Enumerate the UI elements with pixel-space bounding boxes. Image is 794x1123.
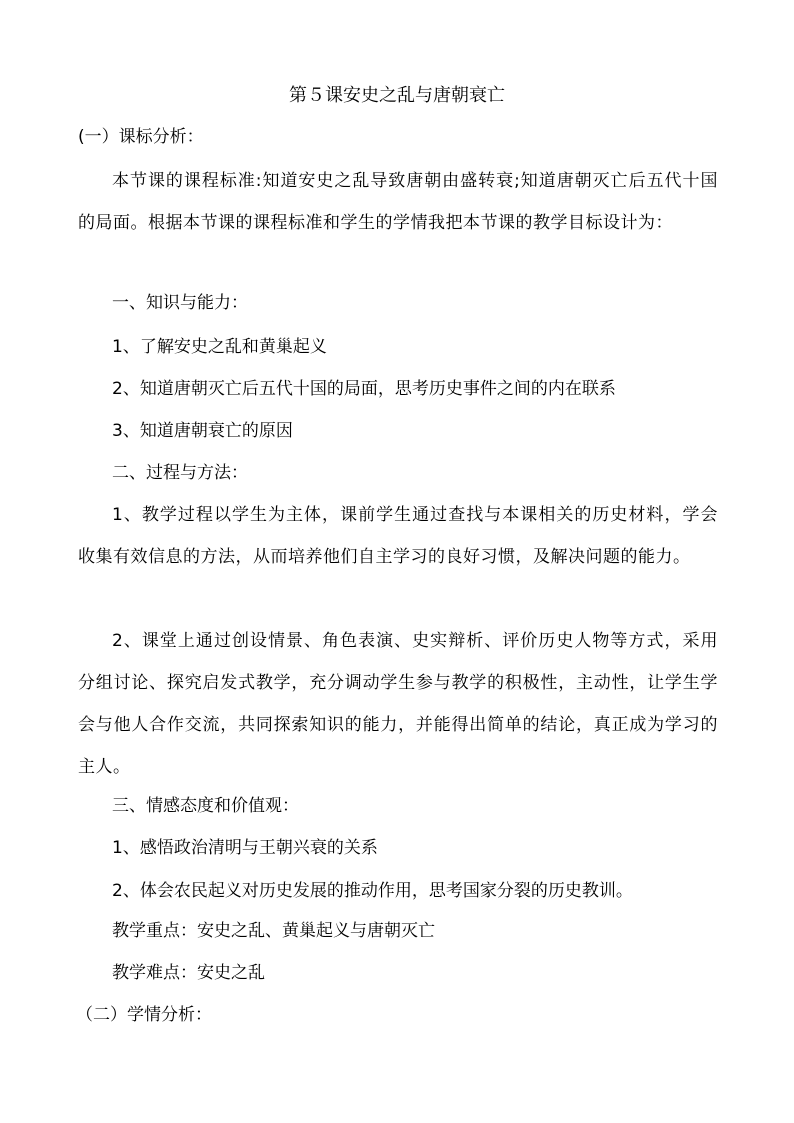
section-heading-curriculum-analysis: (一）课标分析： <box>78 127 204 147</box>
goal-item: 2、体会农民起义对历史发展的推动作用，思考国家分裂的历史教训。 <box>112 881 633 901</box>
teaching-key-point: 教学重点：安史之乱、黄巢起义与唐朝灭亡 <box>112 921 435 941</box>
goal-item-paragraph: 1、教学过程以学生为主体，课前学生通过查找与本课相关的历史材料，学会收集有效信息的方法，从而培养他们自主学习的良好习惯，及解决问题的能力。 <box>78 505 718 567</box>
goal-item: 1、感悟政治清明与王朝兴衰的关系 <box>112 838 378 858</box>
goal-item: 2、知道唐朝灭亡后五代十国的局面，思考历史事件之间的内在联系 <box>112 379 616 399</box>
goal-item: 3、知道唐朝衰亡的原因 <box>112 421 293 441</box>
goal-heading-knowledge: 一、知识与能力： <box>112 293 248 313</box>
goal-heading-process: 二、过程与方法： <box>112 463 248 483</box>
goal-item: 1、了解安史之乱和黄巢起义 <box>112 337 327 357</box>
page-title: 第５课安史之乱与唐朝衰亡 <box>289 85 505 106</box>
paragraph-curriculum-standard: 本节课的课程标准:知道安史之乱导致唐朝由盛转衰;知道唐朝灭亡后五代十国的局面。根据本节课的课程标准和学生的学情我把本节课的教学目标设计为： <box>78 171 718 233</box>
goal-heading-values: 三、情感态度和价值观： <box>112 796 299 816</box>
goal-item-paragraph: 2、课堂上通过创设情景、角色表演、史实辩析、评价历史人物等方式，采用分组讨论、探究启发式教学，充分调动学生参与教学的积极性，主动性，让学生学会与他人合作交流，共同探索知识的能力，并能得出简单的结论，真正成为学习的主人。 <box>78 631 718 777</box>
section-heading-student-analysis: （二）学情分析： <box>76 1005 212 1025</box>
teaching-difficult-point: 教学难点：安史之乱 <box>112 963 265 983</box>
